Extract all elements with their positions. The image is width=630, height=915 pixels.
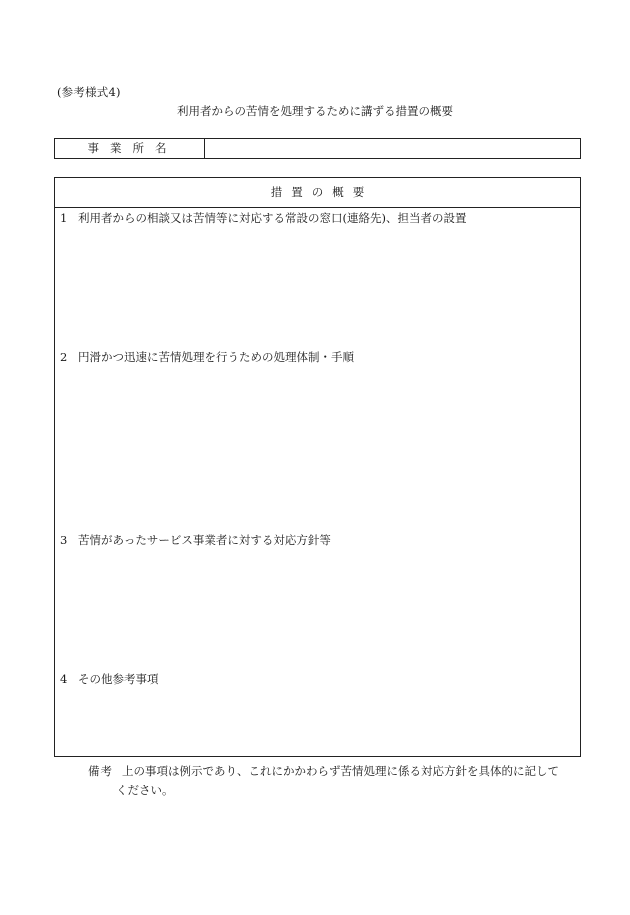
document-title: 利用者からの苦情を処理するために講ずる措置の概要 <box>177 104 453 118</box>
measure-item-number: 4 <box>60 672 68 686</box>
measure-item-number: 3 <box>60 533 68 547</box>
measure-item-text: 円滑かつ迅速に苦情処理を行うための処理体制・手順 <box>78 350 354 364</box>
office-name-field[interactable] <box>205 139 580 158</box>
remarks-line-2: ください。 <box>116 783 174 797</box>
measure-item-response-policy[interactable] <box>60 532 331 548</box>
measure-item-text: 利用者からの相談又は苦情等に対応する常設の窓口(連絡先)、担当者の設置 <box>78 211 467 225</box>
remarks-note <box>88 762 583 800</box>
measure-item-other-references[interactable] <box>60 671 159 687</box>
reference-style-label: (参考様式4) <box>57 85 121 99</box>
remarks-label: 備考 <box>88 764 113 778</box>
remarks-text: 上の事項は例示であり、これにかかわらず苦情処理に係る対応方針を具体的に記して <box>122 764 559 778</box>
measure-item-text: 苦情があったサービス事業者に対する対応方針等 <box>78 533 331 547</box>
remarks-line-1 <box>88 762 583 781</box>
office-name-table <box>54 138 581 159</box>
measure-item-consultation-window[interactable] <box>60 210 466 226</box>
measures-overview-header: 措置の概要 <box>55 178 580 208</box>
measure-item-text: その他参考事項 <box>78 672 159 686</box>
measure-item-number: 2 <box>60 350 68 364</box>
office-name-label: 事業所名 <box>55 139 205 158</box>
measure-item-number: 1 <box>60 211 68 225</box>
measure-item-processing-system[interactable] <box>60 349 354 365</box>
measures-overview-table <box>54 177 581 757</box>
